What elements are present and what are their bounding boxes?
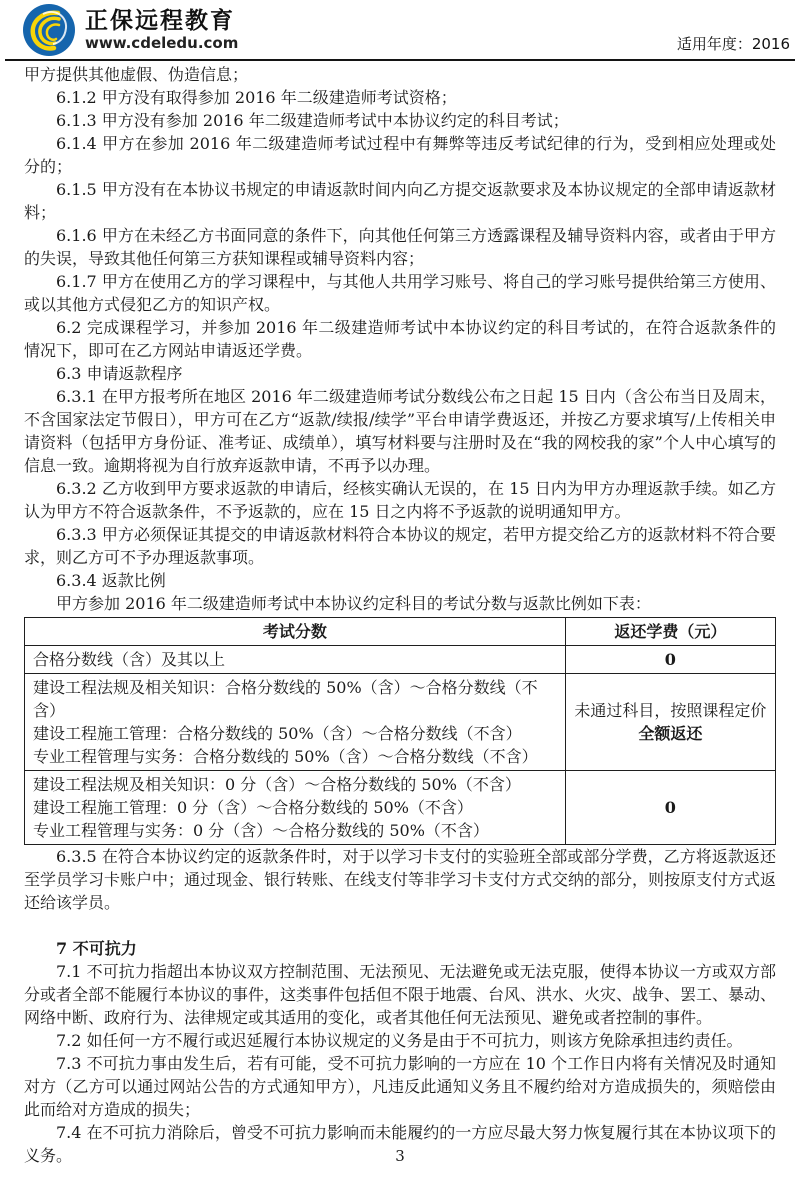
clause-6-3-2: 6.3.2 乙方收到甲方要求返款的申请后，经核实确认无误的，在 15 日内为甲方办理返款手续。如乙方认为甲方不符合返款条件，不予返款的，应在 15 日之内将不予返款的说明通知甲方。 — [24, 479, 776, 521]
refund-value: 全额返还 — [638, 724, 703, 743]
clause-6-1-6: 6.1.6 甲方在未经乙方书面同意的条件下，向其他任何第三方透露课程及辅导资料内容，或者由于甲方的失误，导致其他任何第三方获知课程或辅导资料内容； — [24, 226, 776, 268]
score-line: 专业工程管理与实务：合格分数线的 50%（含）～合格分数线（不含） — [33, 747, 538, 766]
paragraph-continuation: 甲方提供其他虚假、伪造信息； — [24, 65, 249, 84]
score-cell-half-to-pass — [25, 674, 566, 771]
page-header — [5, 0, 795, 61]
table-header-row — [25, 618, 776, 646]
clause-6-3: 6.3 申请返款程序 — [56, 364, 183, 383]
clause-6-1-5: 6.1.5 甲方没有在本协议书规定的申请返款时间内向乙方提交返款要求及本协议规定的全部申请返款材料； — [24, 180, 776, 222]
score-cell-pass-line: 合格分数线（含）及其以上 — [25, 646, 566, 674]
clause-7-4: 7.4 在不可抗力消除后，曾受不可抗力影响而未能履约的一方应尽最大努力恢复履行其在本协议项下的义务。 — [24, 1123, 776, 1165]
section-7-heading: 7 不可抗力 — [56, 939, 137, 958]
refund-cell-pass-line: 0 — [565, 646, 775, 674]
clause-6-3-5: 6.3.5 在符合本协议约定的返款条件时，对于以学习卡支付的实验班全部或部分学费，乙方将返款返还至学员学习卡账户中；通过现金、银行转账、在线支付等非学习卡支付方式交纳的部分，则按原支付方式返还给该学员。 — [24, 847, 777, 912]
refund-cell-full-refund — [565, 674, 775, 771]
clause-6-3-4: 6.3.4 返款比例 — [56, 571, 166, 590]
score-line: 建设工程施工管理：合格分数线的 50%（含）～合格分数线（不含） — [33, 724, 522, 743]
clause-7-2: 7.2 如任何一方不履行或迟延履行本协议规定的义务是由于不可抗力，则该方免除承担违约责任。 — [56, 1031, 743, 1050]
clause-6-3-3: 6.3.3 甲方必须保证其提交的申请返款材料符合本协议的规定，若甲方提交给乙方的返款材料不符合要求，则乙方可不予办理返款事项。 — [24, 525, 776, 567]
score-line: 建设工程法规及相关知识：合格分数线的 50%（含）～合格分数线（不含） — [33, 678, 538, 720]
clause-7-1: 7.1 不可抗力指超出本协议双方控制范围、无法预见、无法避免或无法克服，使得本协议一方或双方部分或者全部不能履行本协议的事件，这类事件包括但不限于地震、台风、洪水、火灾、战争、罢工、暴动、网络中断、政府行为、法律规定或其适用的变化，或者其他任何无法预见、避免或者控制的事件。 — [24, 962, 777, 1027]
table-header-refund: 返还学费（元） — [565, 618, 775, 646]
score-line: 建设工程施工管理：0 分（含）～合格分数线的 50%（不含） — [33, 798, 473, 817]
clause-7-3: 7.3 不可抗力事由发生后，若有可能，受不可抗力影响的一方应在 10 个工作日内将有关情况及时通知对方（乙方可以通过网站公告的方式通知甲方），凡违反此通知义务且不履约给对方造成损失的，须赔偿由此而给对方造成的损失； — [24, 1054, 776, 1119]
clause-6-1-7: 6.1.7 甲方在使用乙方的学习课程中，与其他人共用学习账号、将自己的学习账号提供给第三方使用、或以其他方式侵犯乙方的知识产权。 — [24, 272, 776, 314]
score-line: 建设工程法规及相关知识：0 分（含）～合格分数线的 50%（不含） — [33, 775, 521, 794]
zhengbao-logo-icon — [22, 3, 76, 57]
table-row — [25, 646, 776, 674]
clause-6-1-3: 6.1.3 甲方没有参加 2016 年二级建造师考试中本协议约定的科目考试； — [56, 111, 569, 130]
table-row — [25, 771, 776, 845]
refund-ratio-table — [24, 617, 776, 845]
refund-cell-zero: 0 — [565, 771, 775, 845]
clause-6-3-1: 6.3.1 在甲方报考所在地区 2016 年二级建造师考试分数线公布之日起 15 日内（含公布当日及周末，不含国家法定节假日），甲方可在乙方“返款/续报/续学”平台申请学费返还，并按乙方要求填写/上传相关申请资料（包括甲方身份证、准考证、成绩单），填写材料要与注册时及在“我的网校我的家”个人中心填写的信息一致。逾期将视为自行放弃返款申请，不再予以办理。 — [24, 387, 776, 475]
document-body — [0, 61, 800, 1167]
brand-text — [85, 8, 238, 52]
table-row — [25, 674, 776, 771]
table-intro-line: 甲方参加 2016 年二级建造师考试中本协议约定科目的考试分数与返款比例如下表： — [56, 594, 651, 613]
brand-block — [22, 3, 238, 57]
brand-name: 正保远程教育 — [85, 8, 235, 34]
brand-website: www.cdeledu.com — [85, 34, 239, 52]
clause-6-1-2: 6.1.2 甲方没有取得参加 2016 年二级建造师考试资格； — [56, 88, 457, 107]
score-line: 专业工程管理与实务：0 分（含）～合格分数线的 50%（不含） — [33, 821, 489, 840]
score-cell-zero-to-half — [25, 771, 566, 845]
clause-6-1-4: 6.1.4 甲方在参加 2016 年二级建造师考试过程中有舞弊等违反考试纪律的行为，受到相应处理或处分的； — [24, 134, 776, 176]
applicable-year-label: 适用年度：2016 — [676, 35, 790, 53]
refund-note: 未通过科目，按照课程定价 — [574, 701, 767, 720]
clause-6-2: 6.2 完成课程学习，并参加 2016 年二级建造师考试中本协议约定的科目考试的，在符合返款条件的情况下，即可在乙方网站申请返还学费。 — [24, 318, 776, 360]
page-number: 3 — [395, 1147, 405, 1165]
table-header-exam-score: 考试分数 — [25, 618, 566, 646]
